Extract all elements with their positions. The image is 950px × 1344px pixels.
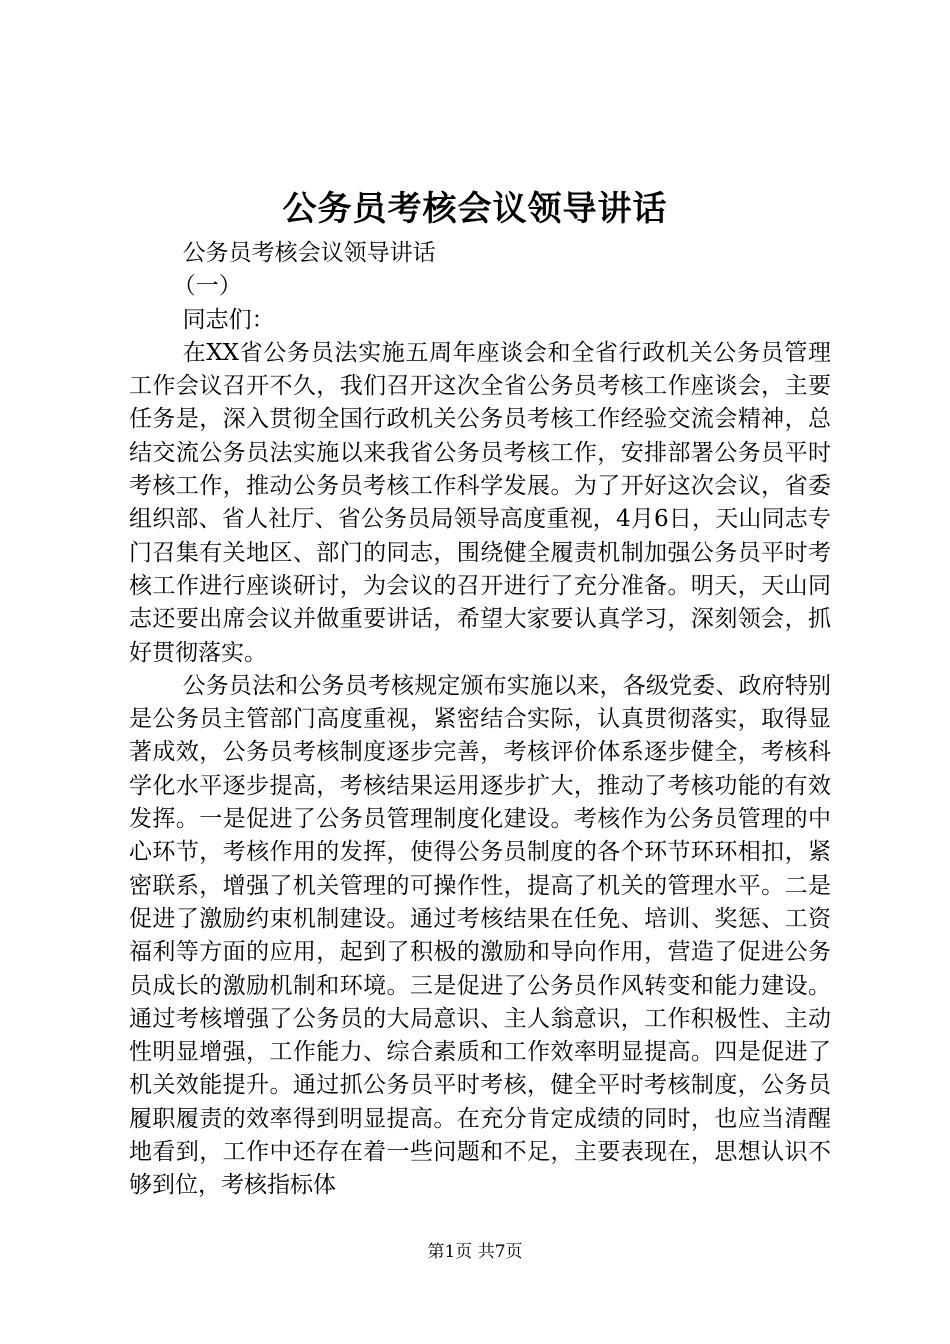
page-number-footer: 第1页 共7页 [427,1242,523,1262]
section-number: （一） [172,273,242,300]
salutation: 同志们： [182,306,275,333]
document-body [129,237,831,1203]
document-title: 公务员考核会议领导讲话 [282,189,668,229]
paragraph-2: 公务员法和公务员考核规定颁布实施以来，各级党委、政府特别是公务员主管部门高度重视，紧密结合实际，认真贯彻落实，取得显著成效，公务员考核制度逐步完善，考核评价体系逐步健全，考核科学化水平逐步提高，考核结果运用逐步扩大，推动了考核功能的有效发挥。一是促进了公务员管理制度化建设。考核作为公务员管理的中心环节，考核作用的发挥，使得公务员制度的各个环节环环相扣，紧密联系，增强了机关管理的可操作性，提高了机关的管理水平。二是促进了激励约束机制建设。通过考核结果在任免、培训、奖惩、工资福利等方面的应用，起到了积极的激励和导向作用，营造了促进公务员成长的激励机制和环境。三是促进了公务员作风转变和能力建设。通过考核增强了公务员的大局意识、主人翁意识，工作积极性、主动性明显增强，工作能力、综合素质和工作效率明显提高。四是促进了机关效能提升。通过抓公务员平时考核，健全平时考核制度，公务员履职履责的效率得到明显提高。在充分肯定成绩的同时，也应当清醒地看到，工作中还存在着一些问题和不足，主要表现在，思想认识不够到位，考核指标体 [129,672,831,1199]
document-subtitle: 公务员考核会议领导讲话 [182,240,436,266]
paragraph-1: 在XX省公务员法实施五周年座谈会和全省行政机关公务员管理工作会议召开不久，我们召开这次全省公务员考核工作座谈会，主要任务是，深入贯彻全国行政机关公务员考核工作经验交流会精神，总结交流公务员法实施以来我省公务员考核工作，安排部署公务员平时考核工作，推动公务员考核工作科学发展。为了开好这次会议，省委组织部、省人社厅、省公务员局领导高度重视，4月6日，天山同志专门召集有关地区、部门的同志，围绕健全履责机制加强公务员平时考核工作进行座谈研讨，为会议的召开进行了充分准备。明天，天山同志还要出席会议并做重要讲话，希望大家要认真学习，深刻领会，抓好贯彻落实。 [129,339,831,666]
